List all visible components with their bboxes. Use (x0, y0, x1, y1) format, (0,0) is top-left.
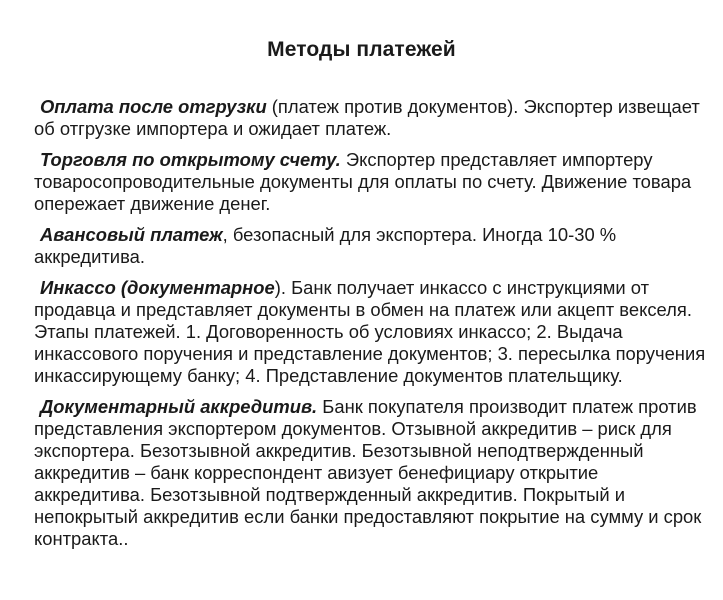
paragraph-advance-payment (34, 224, 710, 268)
term-label: Оплата после отгрузки (40, 96, 267, 117)
paragraph-payment-after-shipment (34, 96, 710, 140)
page-title: Методы платежей (267, 38, 456, 61)
paragraph-text: , безопасный для экспортера. Иногда 10-30 % аккредитива. (34, 224, 617, 267)
paragraph-text: Банк покупателя производит платеж против представления экспортером документов. Отзывной аккредитив – риск для экспортера. Безотзывной аккредитив. Безотзывной неподтвержденный аккредитив – банк корреспондент авизует бенефициару открытие аккредитива. Безотзывной подтвержденный аккредитив. Покрытый и непокрытый аккредитив если банки предоставляют покрытие на сумму и срок контракта.. (34, 396, 702, 549)
term-label: Торговля по открытому счету. (40, 149, 341, 170)
paragraph-documentary-collection (34, 277, 710, 387)
paragraph-letter-of-credit (34, 396, 710, 550)
term-label: Документарный аккредитив. (40, 396, 318, 417)
paragraph-open-account (34, 149, 710, 215)
paragraph-text: (платеж против документов). Экспортер извещает об отгрузке импортера и ожидает платеж. (34, 96, 700, 139)
paragraph-text: ). Банк получает инкассо с инструкциями от продавца и представляет документы в обмен на платеж или акцепт векселя. Этапы платежей. 1. Договоренность об условиях инкассо; 2. Выдача инкассового поручения и представление документов; 3. пересылка поручения инкассирующему банку; 4. Представление документов плательщику. (34, 277, 706, 386)
term-label: Авансовый платеж (40, 224, 223, 245)
term-label: Инкассо (документарное (40, 277, 275, 298)
content-body (34, 96, 710, 559)
paragraph-text: Экспортер представляет импортеру товаросопроводительные документы для оплаты по счету. Движение товара опережает движение денег. (34, 149, 692, 214)
